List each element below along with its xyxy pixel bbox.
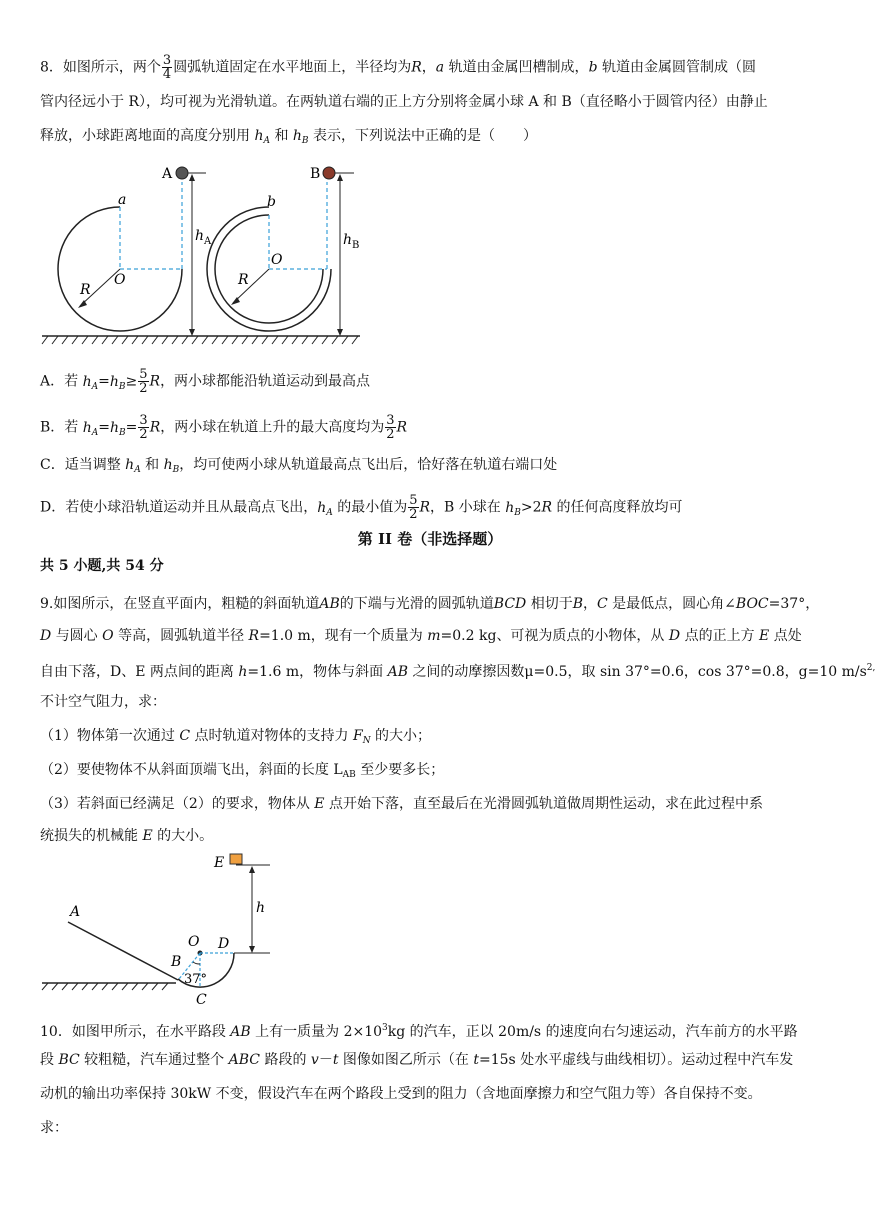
- text: 8．如图所示，两个: [40, 59, 161, 76]
- ball-B: [323, 167, 335, 179]
- fraction-3-2: $\frac{3}{2}$: [139, 413, 148, 442]
- q10-line4: 求：: [40, 1120, 68, 1136]
- var-a: a: [435, 59, 445, 76]
- frac-num: 3: [162, 53, 172, 68]
- q9-part2: （2）要使物体不从斜面顶端飞出，斜面的长度 $L_{AB}$ 至少要多长；: [40, 762, 445, 780]
- label-O-right: O: [271, 252, 283, 268]
- q9-part3-cont: 统损失的机械能 E 的大小。: [40, 828, 214, 844]
- q8-line2: 管内径远小于 R），均可视为光滑轨道。在两轨道右端的正上方分别将金属小球 A 和 B（直径略小于圆管内径）由静止: [40, 94, 768, 110]
- fraction-5-2b: $\frac{5}{2}$: [409, 493, 418, 522]
- text: 表示，下列说法中正确的是（ ）: [313, 128, 537, 144]
- var-hA: $h_A$: [254, 128, 270, 146]
- section-title: 第 II 卷（非选择题）: [357, 530, 503, 548]
- q8-line1: [40, 54, 756, 81]
- q10-line3: 动机的输出功率保持 30kW 不变，假设汽车在两个路段上受到的阻力（含地面摩擦力和空气阻力等）各自保持不变。: [40, 1086, 762, 1102]
- fraction-3-4: [162, 54, 172, 81]
- q9-part3: （3）若斜面已经满足（2）的要求，物体从 E 点开始下落，直至最后在光滑圆弧轨道做周期性运动，求在此过程中系: [40, 796, 763, 812]
- label-B: B: [171, 954, 182, 970]
- q8-option-D: D．若使小球沿轨道运动并且从最高点飞出，$h_A$ 的最小值为 $\frac{5}{2}$ R，B 小球在 $h_B>2R$ 的任何高度释放均可: [40, 493, 683, 522]
- q8-option-A: A．若 $h_A=h_B\ge$ $\frac{5}{2}$ R，两小球都能沿轨道运动到最高点: [40, 367, 371, 396]
- var-R: R: [411, 59, 422, 76]
- label-O: O: [188, 934, 200, 950]
- label-D: D: [218, 936, 230, 952]
- label-ball-A: A: [162, 166, 173, 182]
- ground-hatch: [42, 336, 358, 344]
- text: 释放，小球距离地面的高度分别用: [40, 128, 250, 144]
- h-arrow-bottom: [249, 946, 255, 953]
- q8-option-C: C．适当调整 $h_A$ 和 $h_B$，均可使两小球从轨道最高点飞出后，恰好落在轨道右端口处: [40, 457, 558, 475]
- slope-AB: [68, 922, 178, 980]
- label-C: C: [196, 992, 207, 1008]
- q8-option-B: B．若 $h_A=h_B=$ $\frac{3}{2}$ R，两小球在轨道上升的最大高度均为 $\frac{3}{2}$ R: [40, 413, 408, 442]
- label-angle: 37°: [184, 972, 208, 987]
- fraction-5-2: $\frac{5}{2}$: [139, 367, 148, 396]
- text: 轨道由金属圆管制成（圆: [601, 59, 756, 76]
- hB-arrow-top: [337, 174, 343, 181]
- text: ，: [421, 59, 436, 76]
- hA-arrow-bottom: [189, 329, 195, 336]
- hB-arrow-bottom: [337, 329, 343, 336]
- q9-line1: 9.如图所示，在竖直平面内，粗糙的斜面轨道AB的下端与光滑的圆弧轨道BCD 相切于B，C 是最低点，圆心角∠BOC=37°，: [40, 596, 820, 612]
- q9-figure: [38, 850, 298, 1010]
- ball-A: [176, 167, 188, 179]
- label-R-left: R: [80, 282, 91, 298]
- text: 轨道由金属凹槽制成，: [448, 59, 589, 76]
- label-A: A: [70, 904, 81, 920]
- label-h: h: [256, 900, 266, 916]
- q10-line2: 段 BC 较粗糙，汽车通过整个 ABC 路段的 v－t 图像如图乙所示（在 t=15s 处水平虚线与曲线相切）。运动过程中汽车发: [40, 1052, 794, 1068]
- h-arrow-top: [249, 866, 255, 873]
- hA-arrow-top: [189, 174, 195, 181]
- ground-hatch: [42, 983, 168, 990]
- label-hA: $h_A$: [195, 228, 212, 247]
- q8-line3: [40, 126, 537, 151]
- frac-den: 4: [162, 67, 172, 82]
- label-R-right: R: [238, 272, 249, 288]
- label-ball-B: B: [310, 166, 321, 182]
- block-E: [230, 854, 242, 864]
- q10-line1: 10．如图甲所示，在水平路段 AB 上有一质量为 $2\times 10^3kg$ 的汽车，正以 20m/s 的速度向右匀速运动，汽车前方的水平路: [40, 1023, 798, 1040]
- angle-arc: [193, 962, 200, 964]
- q9-line3: 自由下落，D、E 两点间的距离 h=1.6 m，物体与斜面 AB 之间的动摩擦因数μ=0.5，取 sin 37°=0.6，cos 37°=0.8，g=10 $m/s^{2,}$: [40, 663, 875, 680]
- label-a: a: [118, 192, 127, 208]
- text: 和: [274, 128, 289, 144]
- q9-part1: （1）物体第一次通过 C 点时轨道对物体的支持力 $F_N$ 的大小；: [40, 728, 432, 746]
- label-O-left: O: [114, 272, 126, 288]
- q9-line4: 不计空气阻力，求：: [40, 694, 166, 710]
- section-subtitle: 共 5 小题,共 54 分: [40, 558, 164, 574]
- label-b: b: [267, 194, 276, 210]
- text: 圆弧轨道固定在水平地面上，半径均为: [173, 59, 412, 76]
- label-hB: $h_B$: [343, 232, 360, 251]
- q9-line2: D 与圆心 O 等高，圆弧轨道半径 R=1.0 m，现有一个质量为 m=0.2 kg、可视为质点的小物体，从 D 点的正上方 E 点处: [40, 628, 802, 644]
- var-hB: $h_B$: [292, 128, 309, 146]
- fraction-3-2b: $\frac{3}{2}$: [386, 413, 395, 442]
- label-E: E: [214, 855, 225, 871]
- q8-figure: [38, 160, 378, 350]
- var-b: b: [588, 59, 598, 76]
